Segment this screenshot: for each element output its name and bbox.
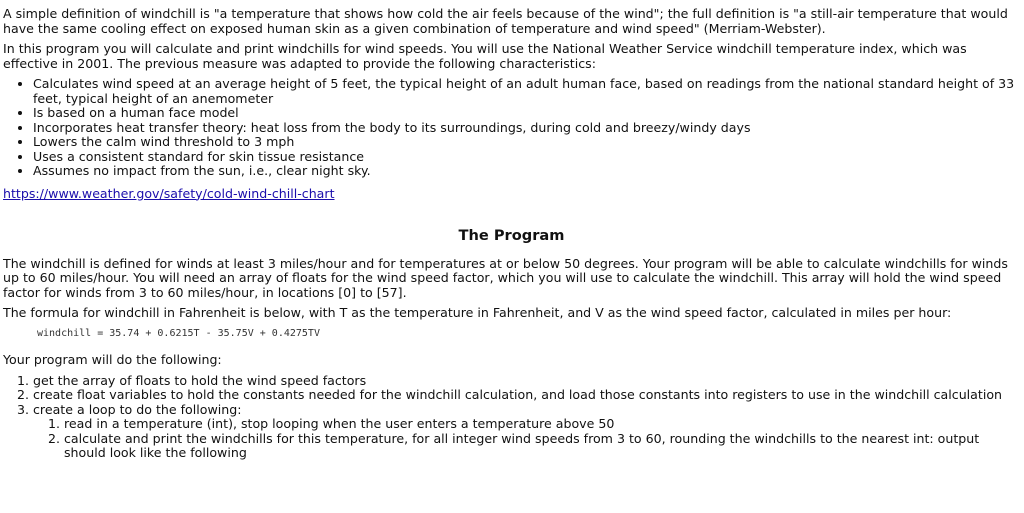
list-item: • Assumes no impact from the sun, i.e., clear night sky. [33,164,1020,179]
list-item: 2. create float variables to hold the constants needed for the windchill calculation, and load those constants into registers to use in the windchill calculation [33,388,1020,403]
list-item: • Uses a consistent standard for skin tissue resistance [33,150,1020,165]
formula-intro: The formula for windchill in Fahrenheit is below, with T as the temperature in Fahrenheit, and V as the wind speed factor, calculated in miles per hour: [3,305,952,320]
list-item [33,403,1020,461]
nws-paragraph: In this program you will calculate and print windchills for wind speeds. You will use the National Weather Service windchill temperature index, which was effective in 2001. The previous measure was adapted to provide the following characteristics: [3,41,967,71]
characteristics-list [3,77,1020,179]
loop-step-label: create a loop to do the following: [33,401,242,417]
program-description: The windchill is defined for winds at least 3 miles/hour and for temperatures at or below 50 degrees. Your program will be able to calculate windchills for winds up to 60 miles/hour. You will need an array of floats for the wind speed factor, which you will use to calculate the windchill. This array will hold the wind speed factor for winds from 3 to 60 miles/hour, in locations [0] to [57]. [3,255,1008,300]
list-item: 2. calculate and print the windchills for this temperature, for all integer wind speeds from 3 to 60, rounding the windchills to the nearest int: output should look like the following [64,432,1020,461]
list-item: 1. read in a temperature (int), stop looping when the user enters a temperature above 50 [64,417,1020,432]
steps-list [3,374,1020,461]
loop-substeps-list [33,417,1020,461]
list-item: • Is based on a human face model [33,106,1020,121]
list-item: • Calculates wind speed at an average height of 5 feet, the typical height of an adult human face, based on readings from the national standard height of 33 feet, typical height of an anemometer [33,77,1020,106]
wind-chill-chart-link[interactable]: https://www.weather.gov/safety/cold-wind-chill-chart [3,185,335,201]
list-item: 1. get the array of floats to hold the wind speed factors [33,374,1020,389]
list-item: • Lowers the calm wind threshold to 3 mph [33,135,1020,150]
definition-paragraph: A simple definition of windchill is "a temperature that shows how cold the air feels because of the wind"; the full definition is "a still-air temperature that would have the same cooling effect on exposed human skin as a given combination of temperature and wind speed" (Merriam-Webster). [3,6,1008,36]
windchill-formula: windchill = 35.74 + 0.6215T - 35.75V + 0.4275TV [37,327,320,339]
bottom-fade [0,497,1024,513]
steps-intro: Your program will do the following: [3,352,222,367]
section-heading: The Program [458,227,565,244]
list-item: • Incorporates heat transfer theory: heat loss from the body to its surroundings, during cold and breezy/windy days [33,121,1020,136]
